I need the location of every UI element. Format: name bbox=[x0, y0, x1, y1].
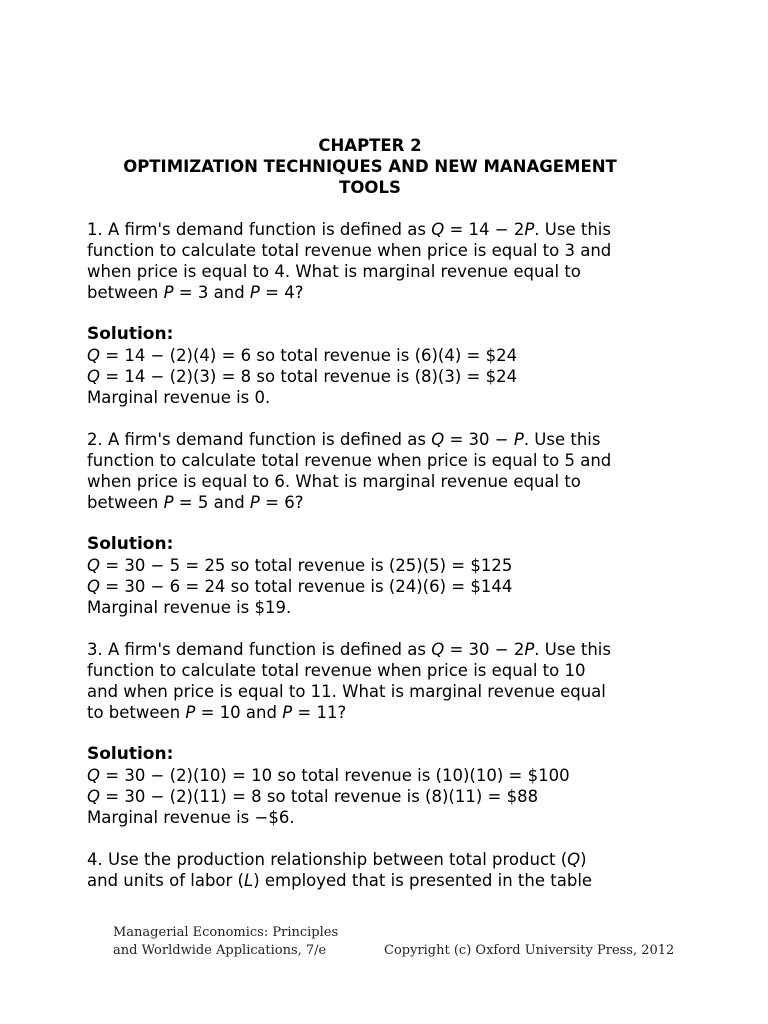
chapter-number: CHAPTER 2 bbox=[318, 136, 422, 155]
question-line: between P = 3 and P = 4? bbox=[87, 283, 304, 302]
solution-line: Q = 30 − 5 = 25 so total revenue is (25)(5) = $125 bbox=[87, 556, 513, 575]
chapter-title-line-2: TOOLS bbox=[339, 178, 401, 197]
question-line: 4. Use the production relationship between total product (Q) bbox=[87, 850, 587, 869]
problems-body bbox=[87, 219, 687, 891]
chapter-header bbox=[60, 135, 680, 198]
solution-heading: Solution: bbox=[87, 744, 174, 764]
question-line: 2. A firm's demand function is defined as Q = 30 − P. Use this bbox=[87, 430, 601, 449]
chapter-title-line-1: OPTIMIZATION TECHNIQUES AND NEW MANAGEMENT bbox=[123, 157, 617, 176]
solution-heading: Solution: bbox=[87, 324, 174, 344]
problem-2 bbox=[87, 429, 687, 639]
book-title-line-2: and Worldwide Applications, 7/e bbox=[113, 943, 327, 958]
solution-line: Marginal revenue is $19. bbox=[87, 598, 292, 617]
copyright-notice: Copyright (c) Oxford University Press, 2012 bbox=[384, 943, 675, 958]
question-line: and when price is equal to 11. What is marginal revenue equal bbox=[87, 682, 606, 701]
solution-line: Q = 30 − (2)(10) = 10 so total revenue is (10)(10) = $100 bbox=[87, 766, 570, 785]
question-line: and units of labor (L) employed that is presented in the table bbox=[87, 871, 593, 890]
question-line: function to calculate total revenue when price is equal to 5 and bbox=[87, 451, 612, 470]
solution-line: Marginal revenue is 0. bbox=[87, 388, 271, 407]
solution-line: Q = 30 − 6 = 24 so total revenue is (24)(6) = $144 bbox=[87, 577, 513, 596]
question-line: to between P = 10 and P = 11? bbox=[87, 703, 347, 722]
question-line: when price is equal to 6. What is marginal revenue equal to bbox=[87, 472, 581, 491]
solution-line: Marginal revenue is −$6. bbox=[87, 808, 295, 827]
question-line: between P = 5 and P = 6? bbox=[87, 493, 304, 512]
problem-1 bbox=[87, 219, 687, 429]
question-line: function to calculate total revenue when price is equal to 10 bbox=[87, 661, 586, 680]
book-title-line-1: Managerial Economics: Principles bbox=[113, 925, 339, 940]
question-line: function to calculate total revenue when price is equal to 3 and bbox=[87, 241, 612, 260]
problem-3 bbox=[87, 639, 687, 849]
book-citation bbox=[113, 924, 338, 960]
question-line: 1. A firm's demand function is defined as Q = 14 − 2P. Use this bbox=[87, 220, 611, 239]
question-line: 3. A firm's demand function is defined as Q = 30 − 2P. Use this bbox=[87, 640, 611, 659]
problem-4 bbox=[87, 849, 687, 891]
question-line: when price is equal to 4. What is marginal revenue equal to bbox=[87, 262, 581, 281]
solution-line: Q = 30 − (2)(11) = 8 so total revenue is (8)(11) = $88 bbox=[87, 787, 539, 806]
solution-line: Q = 14 − (2)(4) = 6 so total revenue is (6)(4) = $24 bbox=[87, 346, 518, 365]
solution-heading: Solution: bbox=[87, 534, 174, 554]
solution-line: Q = 14 − (2)(3) = 8 so total revenue is (8)(3) = $24 bbox=[87, 367, 518, 386]
